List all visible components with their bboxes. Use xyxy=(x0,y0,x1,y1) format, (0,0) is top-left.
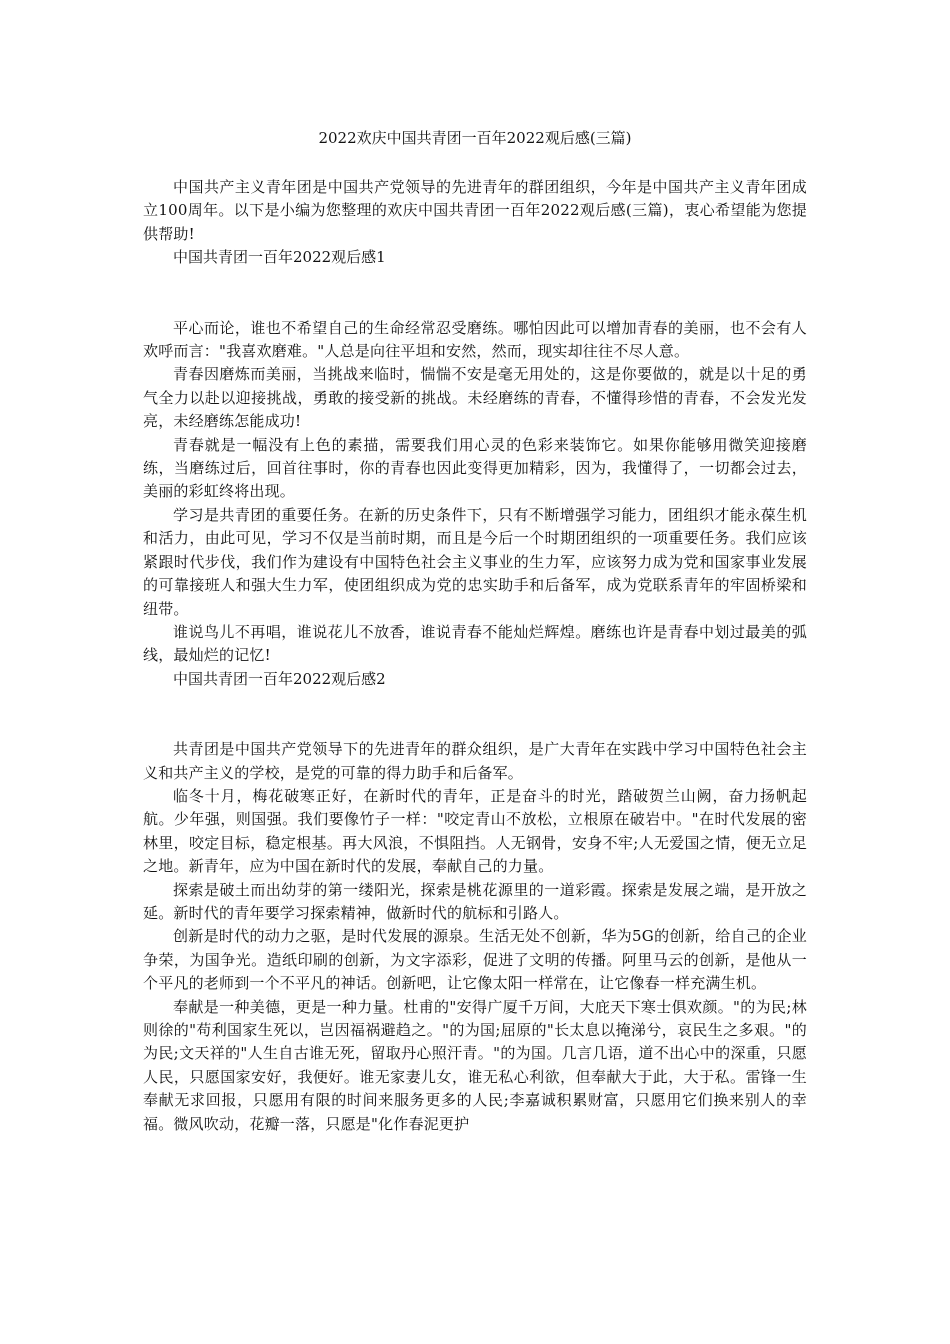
intro-paragraph: 中国共产主义青年团是中国共产党领导的先进青年的群团组织，今年是中国共产主义青年团成立100周年。以下是小编为您整理的欢庆中国共青团一百年2022观后感(三篇)，衷心希望能为您提供帮助! xyxy=(143,178,807,243)
section-1-paragraph: 青春因磨炼而美丽，当挑战来临时，惴惴不安是毫无用处的，这是你要做的，就是以十足的勇气全力以赴以迎接挑战，勇敢的接受新的挑战。未经磨练的青春，不懂得珍惜的青春，不会发光发亮，未经磨练怎能成功! xyxy=(143,365,807,431)
section-1-paragraph: 青春就是一幅没有上色的素描，需要我们用心灵的色彩来装饰它。如果你能够用微笑迎接磨练，当磨练过后，回首往事时，你的青春也因此变得更加精彩，因为，我懂得了，一切都会过去，美丽的彩虹终将出现。 xyxy=(143,435,807,501)
section-2-paragraph: 探索是破土而出幼芽的第一缕阳光，探索是桃花源里的一道彩霞。探索是发展之端，是开放之延。新时代的青年要学习探索精神，做新时代的航标和引路人。 xyxy=(143,880,807,922)
section-2-paragraph: 共青团是中国共产党领导下的先进青年的群众组织，是广大青年在实践中学习中国特色社会主义和共产主义的学校，是党的可靠的得力助手和后备军。 xyxy=(143,740,807,782)
document-title: 2022欢庆中国共青团一百年2022观后感(三篇) xyxy=(318,129,632,147)
section-1-paragraph: 平心而论，谁也不希望自己的生命经常忍受磨练。哪怕因此可以增加青春的美丽，也不会有人欢呼而言："我喜欢磨难。"人总是向往平坦和安然，然而，现实却往往不尽人意。 xyxy=(143,318,807,361)
section-2-paragraph: 奉献是一种美德，更是一种力量。杜甫的"安得广厦千万间，大庇天下寒士俱欢颜。"的为民;林则徐的"苟利国家生死以，岂因福祸避趋之。"的为国;屈原的"长太息以掩涕兮，哀民生之多艰。"的为民;文天祥的"人生自古谁无死，留取丹心照汗青。"的为国。几言几语，道不出心中的深重，只愿人民，只愿国家安好，我便好。谁无家妻儿女，谁无私心利欲，但奉献大于此，大于私。雷锋一生奉献无求回报，只愿用有限的时间来服务更多的人民;李嘉诚积累财富，只愿用它们换来别人的幸福。微风吹动，花瓣一落，只愿是"化作春泥更护 xyxy=(143,997,807,1133)
section-2-spacer xyxy=(143,691,807,738)
section-2-heading: 中国共青团一百年2022观后感2 xyxy=(173,669,386,688)
section-1-heading: 中国共青团一百年2022观后感1 xyxy=(173,248,386,267)
document-body xyxy=(143,176,807,1136)
section-1-spacer xyxy=(143,270,807,317)
section-2-paragraph: 创新是时代的动力之驱，是时代发展的源泉。生活无处不创新，华为5G的创新，给自己的企业争荣，为国争光。造纸印刷的创新，为文字添彩，促进了文明的传播。阿里马云的创新，是他从一个平凡的老师到一个不平凡的神话。创新吧，让它像太阳一样常在，让它像春一样充满生机。 xyxy=(143,927,807,993)
section-2-paragraph: 临冬十月，梅花破寒正好，在新时代的青年，正是奋斗的时光，踏破贺兰山阙，奋力扬帆起航。少年强，则国强。我们要像竹子一样："咬定青山不放松，立根原在破岩中。"在时代发展的密林里，咬定目标，稳定根基。再大风浪，不惧阻挡。人无钢骨，安身不牢;人无爱国之情，便无立足之地。新青年，应为中国在新时代的发展，奉献自己的力量。 xyxy=(143,786,807,876)
section-1-paragraph: 谁说鸟儿不再唱，谁说花儿不放香，谁说青春不能灿烂辉煌。磨练也许是青春中划过最美的弧线，最灿烂的记忆! xyxy=(143,622,807,665)
section-1-paragraph: 学习是共青团的重要任务。在新的历史条件下，只有不断增强学习能力，团组织才能永葆生机和活力，由此可见，学习不仅是当前时期，而且是今后一个时期团组织的一项重要任务。我们应该紧跟时代步伐，我们作为建设有中国特色社会主义事业的生力军，应该努力成为党和国家事业发展的可靠接班人和强大生力军，使团组织成为党的忠实助手和后备军，成为党联系青年的牢固桥梁和纽带。 xyxy=(143,505,807,618)
